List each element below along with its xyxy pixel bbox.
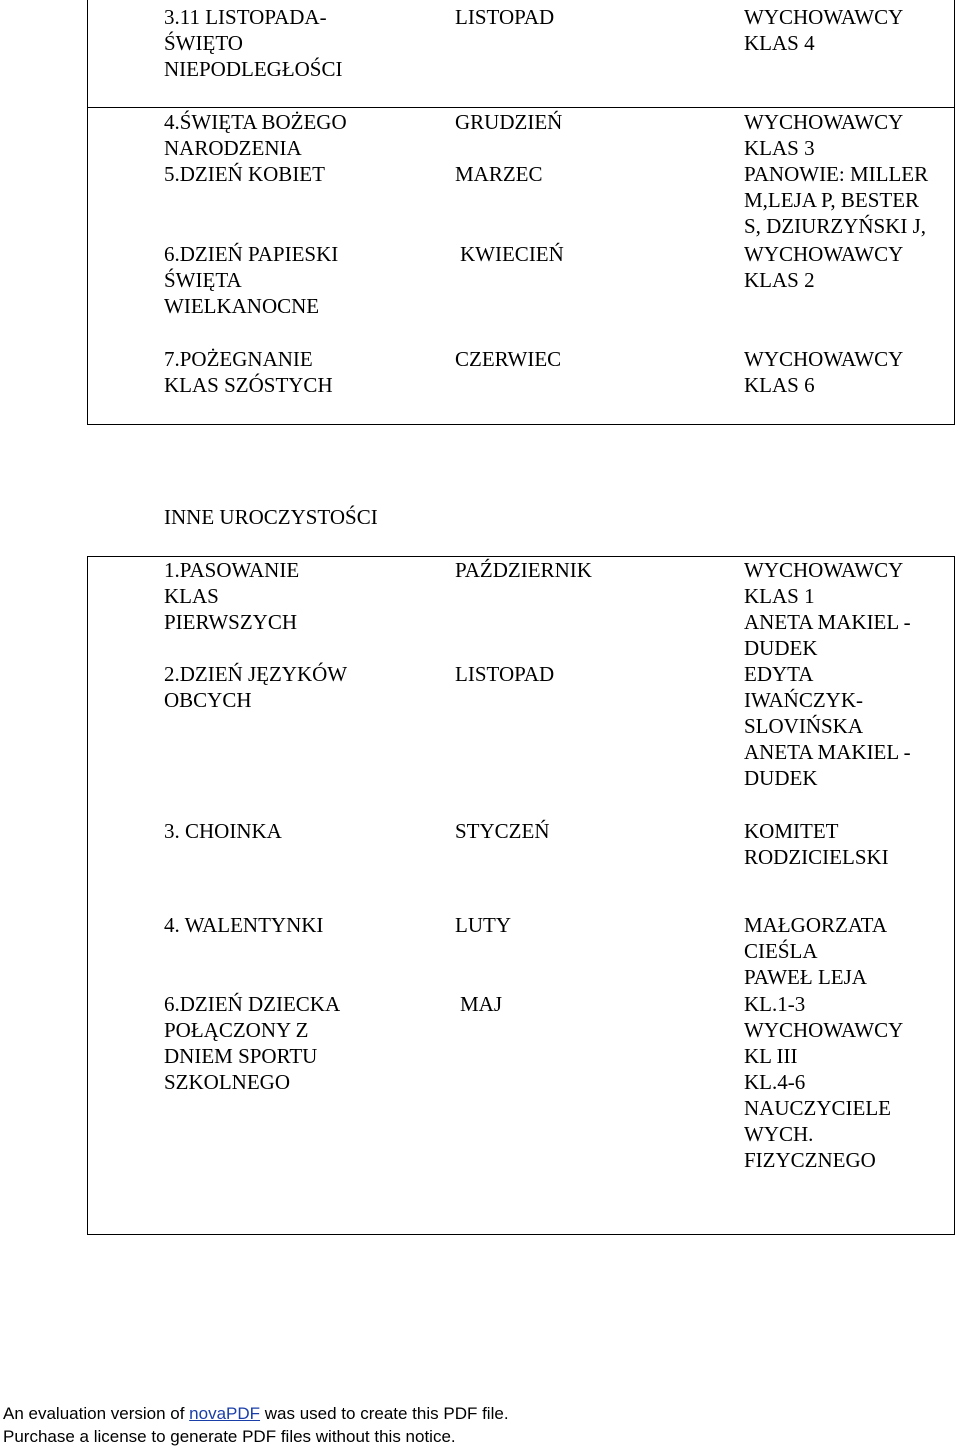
section-title: INNE UROCZYSTOŚCI [164, 505, 378, 529]
evaluation-notice [3, 1402, 509, 1448]
table-row-4-event: 6.DZIEŃ PAPIESKI ŚWIĘTA WIELKANOCNE [164, 242, 339, 318]
row-divider [87, 107, 955, 108]
table2-row-2-responsible: EDYTA IWAŃCZYK- SLOVIŃSKA ANETA MAKIEL - DUDEK [744, 662, 911, 790]
table-border-left-top [87, 0, 88, 3]
table2-row-1-responsible: WYCHOWAWCY KLAS 1 ANETA MAKIEL - DUDEK [744, 558, 911, 660]
table-row-4-responsible: WYCHOWAWCY KLAS 2 [744, 242, 904, 292]
table-row-1-event: 3.11 LISTOPADA- ŚWIĘTO NIEPODLEGŁOŚCI [164, 5, 343, 81]
table2-row-1-event: 1.PASOWANIE KLAS PIERWSZYCH [164, 558, 300, 634]
table-row-1-responsible: WYCHOWAWCY KLAS 4 [744, 5, 904, 55]
table-row-2-responsible: WYCHOWAWCY KLAS 3 [744, 110, 904, 160]
table2-row-1-month: PAŹDZIERNIK [455, 558, 592, 582]
notice-text-post: was used to create this PDF file. [260, 1404, 509, 1423]
table2-row-4-responsible: MAŁGORZATA CIEŚLA PAWEŁ LEJA [744, 913, 887, 989]
table-row-1-month: LISTOPAD [455, 5, 555, 29]
table2-row-3-month: STYCZEŃ [455, 819, 550, 843]
table2-row-2-event: 2.DZIEŃ JĘZYKÓW OBCYCH [164, 662, 348, 712]
table2-row-2-month: LISTOPAD [455, 662, 555, 686]
table-row-5-event: 7.POŻEGNANIE KLAS SZÓSTYCH [164, 347, 333, 397]
evaluation-notice-line-1 [3, 1402, 509, 1425]
table2-row-3-responsible: KOMITET RODZICIELSKI [744, 819, 889, 869]
table2-row-5-event: 6.DZIEŃ DZIECKA POŁĄCZONY Z DNIEM SPORTU SZKOLNEGO [164, 992, 341, 1094]
table2-row-5-responsible: KL.1-3 WYCHOWAWCY KL III KL.4-6 NAUCZYCIELE WYCH. FIZYCZNEGO [744, 992, 904, 1172]
notice-text-pre: An evaluation version of [3, 1404, 190, 1423]
table-border-right-top [954, 0, 955, 3]
table-row-5-month: CZERWIEC [455, 347, 562, 371]
table-row-2-event: 4.ŚWIĘTA BOŻEGO NARODZENIA [164, 110, 347, 160]
table-row-2-month: GRUDZIEŃ [455, 110, 563, 134]
novapdf-link[interactable]: novaPDF [189, 1404, 261, 1423]
table2-row-4-month: LUTY [455, 913, 511, 937]
table-row-3-responsible: PANOWIE: MILLER M,LEJA P, BESTER S, DZIURZYŃSKI J, [744, 162, 929, 238]
evaluation-notice-line-2: Purchase a license to generate PDF files without this notice. [3, 1427, 456, 1446]
table-row-5-responsible: WYCHOWAWCY KLAS 6 [744, 347, 904, 397]
table-row-3-event: 5.DZIEŃ KOBIET [164, 162, 325, 186]
table2-row-3-event: 3. CHOINKA [164, 819, 282, 843]
table2-row-4-event: 4. WALENTYNKI [164, 913, 324, 937]
table-row-4-month: KWIECIEŃ [460, 242, 564, 266]
table2-row-5-month: MAJ [460, 992, 503, 1016]
table-row-3-month: MARZEC [455, 162, 543, 186]
